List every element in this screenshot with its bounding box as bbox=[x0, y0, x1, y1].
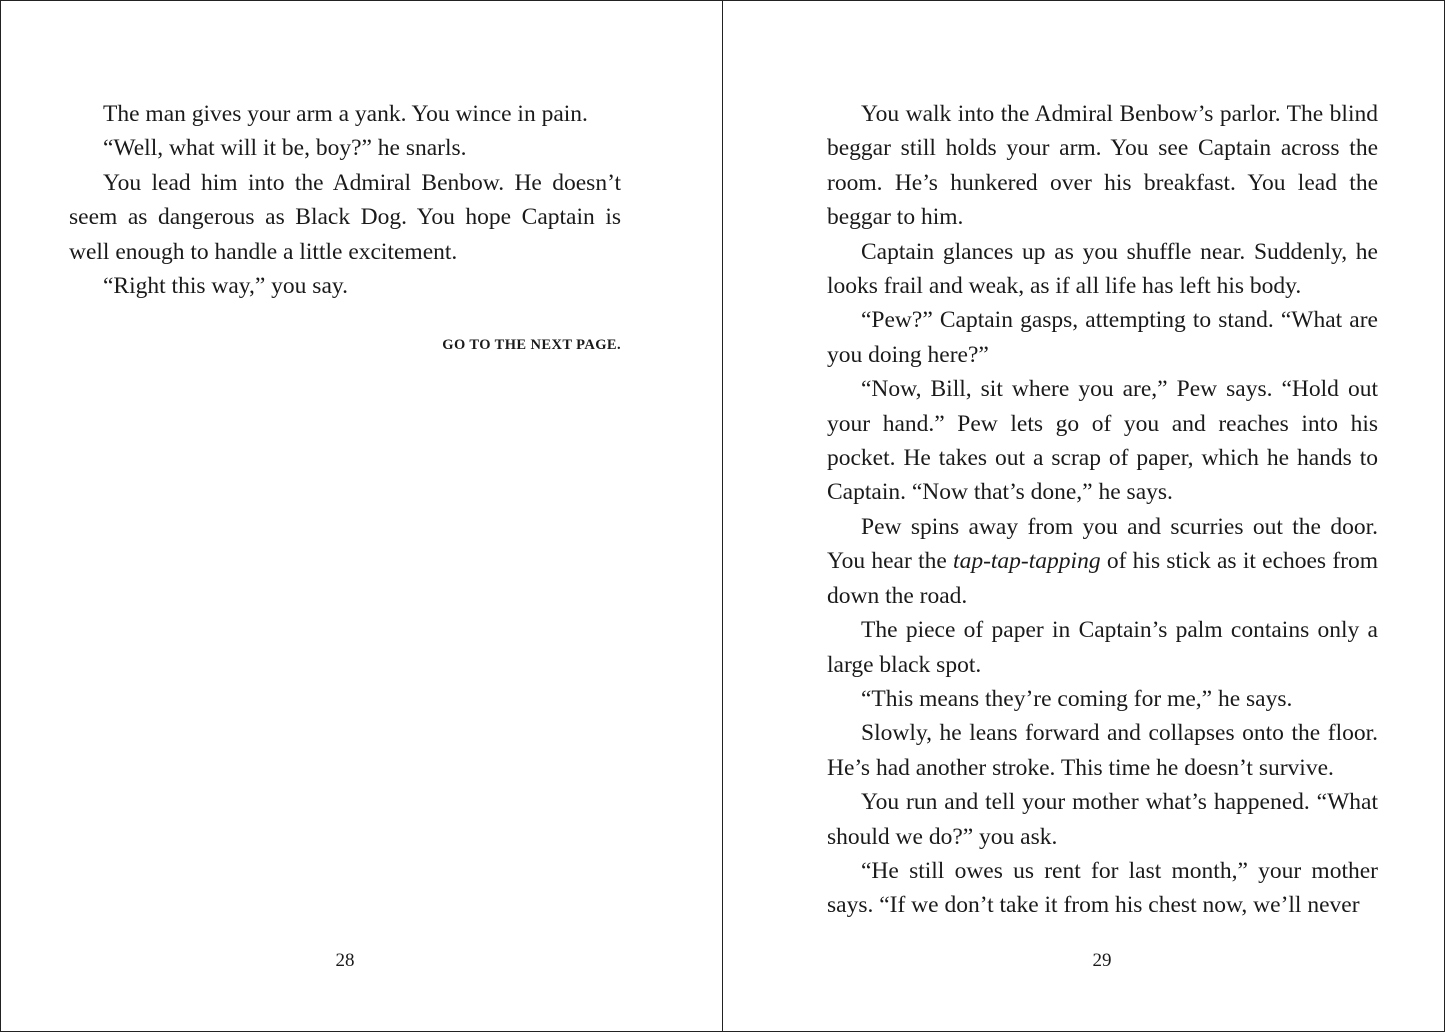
paragraph: Captain glances up as you shuffle near. Suddenly, he looks frail and weak, as if all life has left his body. bbox=[827, 238, 1378, 300]
paragraph: “He still owes us rent for last month,” your mother says. “If we don’t take it from his chest now, we’ll never bbox=[827, 857, 1378, 919]
right-page bbox=[723, 1, 1444, 1031]
paragraph: “Pew?” Captain gasps, attempting to stand. “What are you doing here?” bbox=[827, 307, 1378, 368]
paragraph: You lead him into the Admiral Benbow. He doesn’t seem as dangerous as Black Dog. You hope Captain is well enough to handle a little excitement. bbox=[69, 169, 621, 265]
paragraph: “Right this way,” you say. bbox=[103, 273, 348, 300]
left-page bbox=[1, 1, 722, 1031]
go-to-next-page-instruction: GO TO THE NEXT PAGE. bbox=[442, 337, 621, 354]
paragraph: The man gives your arm a yank. You wince in pain. bbox=[103, 101, 588, 127]
paragraph: The piece of paper in Captain’s palm contains only a large black spot. bbox=[827, 617, 1378, 678]
paragraph: “This means they’re coming for me,” he says. bbox=[861, 685, 1293, 712]
paragraph-text: of his stick as it echoes from down the road. bbox=[827, 548, 1379, 609]
paragraph: Slowly, he leans forward and collapses onto the floor. He’s had another stroke. This time he doesn’t survive. bbox=[827, 720, 1378, 781]
page-number-left: 28 bbox=[335, 950, 355, 971]
paragraph-text: Pew spins away from you and scurries out the door. You hear the bbox=[827, 513, 1378, 575]
right-page-text bbox=[827, 97, 1378, 923]
page-number-right: 29 bbox=[1092, 950, 1112, 971]
emphasized-text: tap-tap-tapping bbox=[953, 548, 1101, 575]
paragraph: “Well, what will it be, boy?” he snarls. bbox=[103, 135, 467, 162]
paragraph: You walk into the Admiral Benbow’s parlor. The blind beggar still holds your arm. You see Captain across the room. He’s hunkered over his breakfast. You lead the beggar to him. bbox=[827, 101, 1378, 231]
left-page-text bbox=[69, 97, 621, 363]
paragraph bbox=[827, 510, 1378, 613]
paragraph: “Now, Bill, sit where you are,” Pew says. “Hold out your hand.” Pew lets go of you and reaches into his pocket. He takes out a scrap of paper, which he hands to Captain. “Now that’s done,” he says. bbox=[827, 376, 1378, 506]
paragraph: You run and tell your mother what’s happened. “What should we do?” you ask. bbox=[827, 789, 1378, 850]
